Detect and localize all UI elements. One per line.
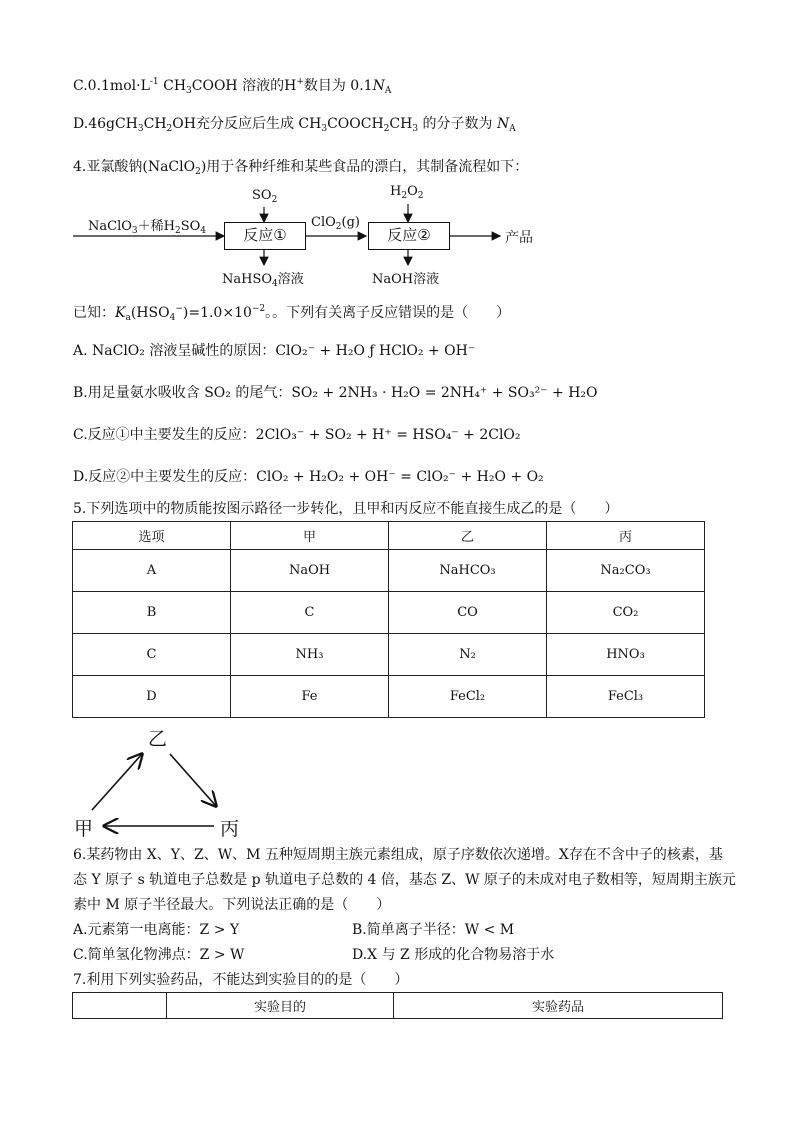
reaction-1-box: 反应① (224, 222, 306, 250)
q4-option-a: A. NaClO₂ 溶液呈碱性的原因：ClO₂⁻ + H₂O ƒ HClO₂ + OH⁻ (73, 343, 476, 359)
table-cell: C (231, 592, 389, 634)
q7-stem: 7.利用下列实验药品，不能达到实验目的的是（ ） (73, 972, 409, 988)
q5-table-header (73, 522, 705, 550)
table-cell: FeCl₂ (389, 676, 547, 718)
header-cell: 甲 (231, 522, 389, 550)
q5-stem: 5.下列选项中的物质能按图示路径一步转化，且甲和丙反应不能直接生成乙的是（ ） (73, 501, 619, 517)
q6-stem-line-3: 素中 M 原子半径最大。下列说法正确的是（ ） (73, 897, 391, 913)
table-cell: Fe (231, 676, 389, 718)
q4-known: 已知：$K_a(HSO_4^-)=1.0\times 10^{-2}$。。下列有关离子反应错误的是（ ） (73, 304, 511, 323)
table-cell: B (73, 592, 231, 634)
q4-option-b: B.用足量氨水吸收含 SO₂ 的尾气：SO₂ + 2NH₃ · H₂O = 2NH₄⁺ + SO₃²⁻ + H₂O (73, 385, 598, 401)
table-cell: A (73, 550, 231, 592)
node-jia: 甲 (74, 818, 94, 840)
table-row (73, 676, 705, 718)
node-bing: 丙 (220, 818, 240, 840)
flow-product: 产品 (505, 230, 533, 246)
table-cell: Na₂CO₃ (547, 550, 705, 592)
q6-option-c: C.简单氢化物沸点：Z > W (73, 947, 245, 963)
q6-option-b: B.简单离子半径：W < M (352, 922, 515, 938)
q3-option-c: $C.0.1mol\cdot L^{-1}$ $CH_3COOH$ 溶液的H+数目为 $0.1N_A$ (73, 77, 392, 96)
triangle-diagram (70, 724, 250, 840)
flow-clo2-mid: ClO$_2$(g) (311, 215, 360, 232)
header-cell: 乙 (389, 522, 547, 550)
table-cell: HNO₃ (547, 634, 705, 676)
table-cell: CO₂ (547, 592, 705, 634)
flow-so2-in: $SO_2$ (252, 188, 278, 205)
q5-table (72, 521, 705, 718)
q6-stem-line-2: 态 Y 原子 s 轨道电子总数是 p 轨道电子总数的 4 倍，基态 Z、W 原子的未成对电子数相等，短周期主族元 (73, 872, 736, 888)
table-cell: N₂ (389, 634, 547, 676)
table-cell: NaHCO₃ (389, 550, 547, 592)
flow-diagram (0, 180, 600, 290)
q4-stem: 4.亚氯酸钠(NaClO$_2$)用于各种纤维和某些食品的漂白，其制备流程如下： (73, 159, 529, 177)
flow-input: NaClO$_3$＋稀$H_2SO_4$ (88, 219, 207, 236)
table-row (73, 592, 705, 634)
header-cell: 实验目的 (167, 993, 394, 1019)
header-cell: 选项 (73, 522, 231, 550)
flow-naoh-out: NaOH溶液 (372, 272, 440, 287)
header-cell: 实验药品 (394, 993, 723, 1019)
flow-nahso4-out: NaHSO$_4$溶液 (222, 272, 304, 289)
table-cell: CO (389, 592, 547, 634)
table-row (73, 550, 705, 592)
q7-table (72, 992, 723, 1019)
q4-option-c: C.反应①中主要发生的反应：2ClO₃⁻ + SO₂ + H⁺ = HSO₄⁻ + 2ClO₂ (73, 427, 521, 443)
q4-option-d: D.反应②中主要发生的反应：ClO₂ + H₂O₂ + OH⁻ = ClO₂⁻ + H₂O + O₂ (73, 469, 544, 485)
table-row (73, 634, 705, 676)
q6-stem-line-1: 6.某药物由 X、Y、Z、W、M 五种短周期主族元素组成，原子序数依次递增。X存在不含中子的核素，基 (73, 847, 723, 863)
q3-option-d: $D.46gCH_3CH_2OH$充分反应后生成 $CH_3COOCH_2CH_3$ 的分子数为 $N_A$ (73, 116, 516, 134)
header-cell (73, 993, 167, 1019)
header-cell: 丙 (547, 522, 705, 550)
q7-table-header (73, 993, 723, 1019)
node-yi: 乙 (148, 728, 168, 750)
flow-h2o2-in: $H_2O_2$ (390, 184, 424, 201)
q6-option-a: A.元素第一电离能：Z > Y (73, 922, 240, 938)
q6-option-d: D.X 与 Z 形成的化合物易溶于水 (352, 947, 555, 963)
table-cell: NaOH (231, 550, 389, 592)
table-cell: D (73, 676, 231, 718)
reaction-2-box: 反应② (368, 222, 450, 250)
table-cell: C (73, 634, 231, 676)
table-cell: NH₃ (231, 634, 389, 676)
table-cell: FeCl₃ (547, 676, 705, 718)
